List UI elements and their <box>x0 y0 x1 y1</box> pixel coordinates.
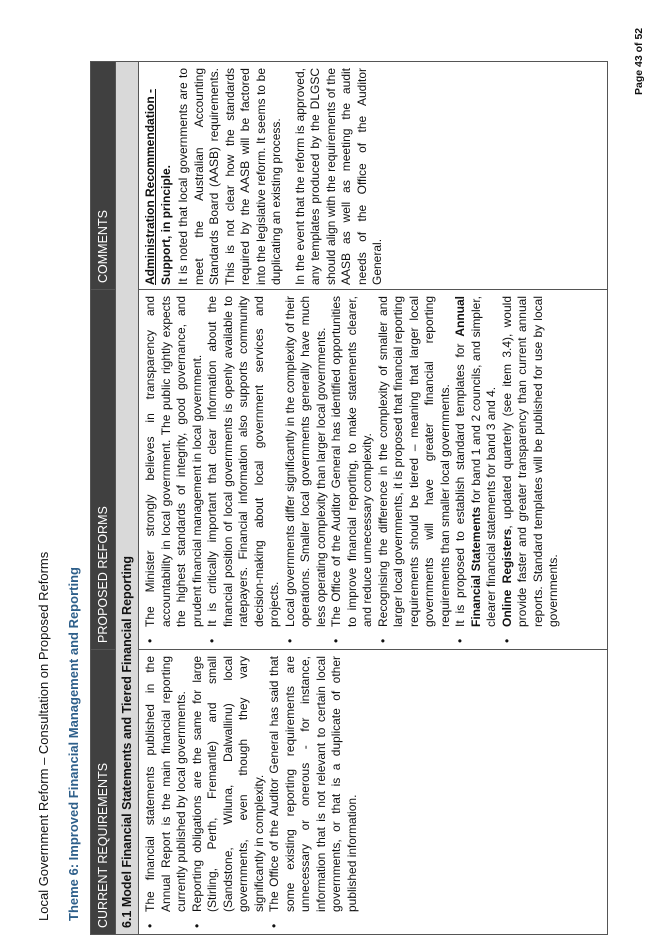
column-header: CURRENT REQUIREMENTS <box>91 650 116 935</box>
comment-paragraph: In the event that the reform is approved, any templates produced by the DLGSC should align with the requirements of the AASB as well as meeting the audit needs of the Office of the Auditor General. <box>292 68 384 285</box>
comments-cell <box>139 62 608 290</box>
document-header: Local Government Reform – Consultation on Proposed Reforms <box>36 551 51 921</box>
list-item: • Recognising the difference in the complexity of smaller and larger local governments, it is proposed that financial reporting requirements should be tiered – meaning that larger local governments will have greater financial reporting requirements than smaller local governments. <box>376 296 454 627</box>
list-item: • The Office of the Auditor General has identified opportunities to improve financial reporting, to make statements clearer, and reduce unnecessary complexity. <box>329 296 376 627</box>
list-item <box>453 296 500 627</box>
list-item: • Local governments differ significantly in the complexity of their operations. Smaller local governments generally have much less operating complexity than larger local governments. <box>283 296 330 627</box>
table-header-row <box>91 62 116 935</box>
list-item: • It is critically important that clear information about the financial position of local governments is openly available to ratepayers. Financial information also supports community decision-making about local government services and projects. <box>205 296 283 627</box>
recommendation-label: Administration Recommendation - <box>143 88 157 285</box>
section-title: 6.1 Model Financial Statements and Tiered Financial Reporting <box>116 62 139 935</box>
proposed-reforms-cell <box>139 290 608 650</box>
bold-text: Annual Financial Statements <box>453 296 483 627</box>
text: It is proposed to establish standard templates for <box>453 336 467 627</box>
text: for band 1 and 2 councils, and simpler, clearer financial statements for band 3 and 4. <box>468 296 498 627</box>
column-header: PROPOSED REFORMS <box>91 290 116 650</box>
section-row <box>116 62 139 935</box>
theme-title: Theme 6: Improved Financial Management and Reporting <box>66 567 81 921</box>
list-item <box>500 296 562 627</box>
list-item: • The Minister strongly believes in transparency and accountability in local government. The public rightly expects the highest standards of integrity, good governance, and prudent financial management in local government. <box>143 296 205 627</box>
table-row <box>139 62 608 935</box>
list-item: • The financial statements published in the Annual Report is the main financial reporting currently published by local governments. <box>143 656 190 912</box>
current-requirements-cell <box>139 650 608 935</box>
bold-text: Online Registers <box>499 528 514 627</box>
list-item: • The Office of the Auditor General has said that some existing reporting requirements are unnecessary or onerous - for instance, information that is not relevant to certain local governments, or that is a duplicate of other published information. <box>267 656 360 912</box>
comment-paragraph: It is noted that local governments are to meet the Australian Accounting Standards Board (AASB) requirements. This is not clear how the standards required by the AASB will be factored into the legislative reform. It seems to be duplicating an existing process. <box>176 68 283 285</box>
list-item: • Reporting obligations are the same for large (Stirling, Perth, Fremantle) and small (Sandstone, Wiluna, Dalwallinu) local governments, even though they vary significantly in complexity. <box>190 656 268 912</box>
page-number: Page 43 of 52 <box>633 27 645 95</box>
text: , updated quarterly (see item 3.4), would provide faster and greater transparency than current annual reports. Standard templates will be published for use by local governments. <box>499 296 560 627</box>
recommendation-value: Support, in principle. <box>158 165 173 285</box>
column-header: COMMENTS <box>91 62 116 290</box>
reforms-table <box>90 61 608 935</box>
